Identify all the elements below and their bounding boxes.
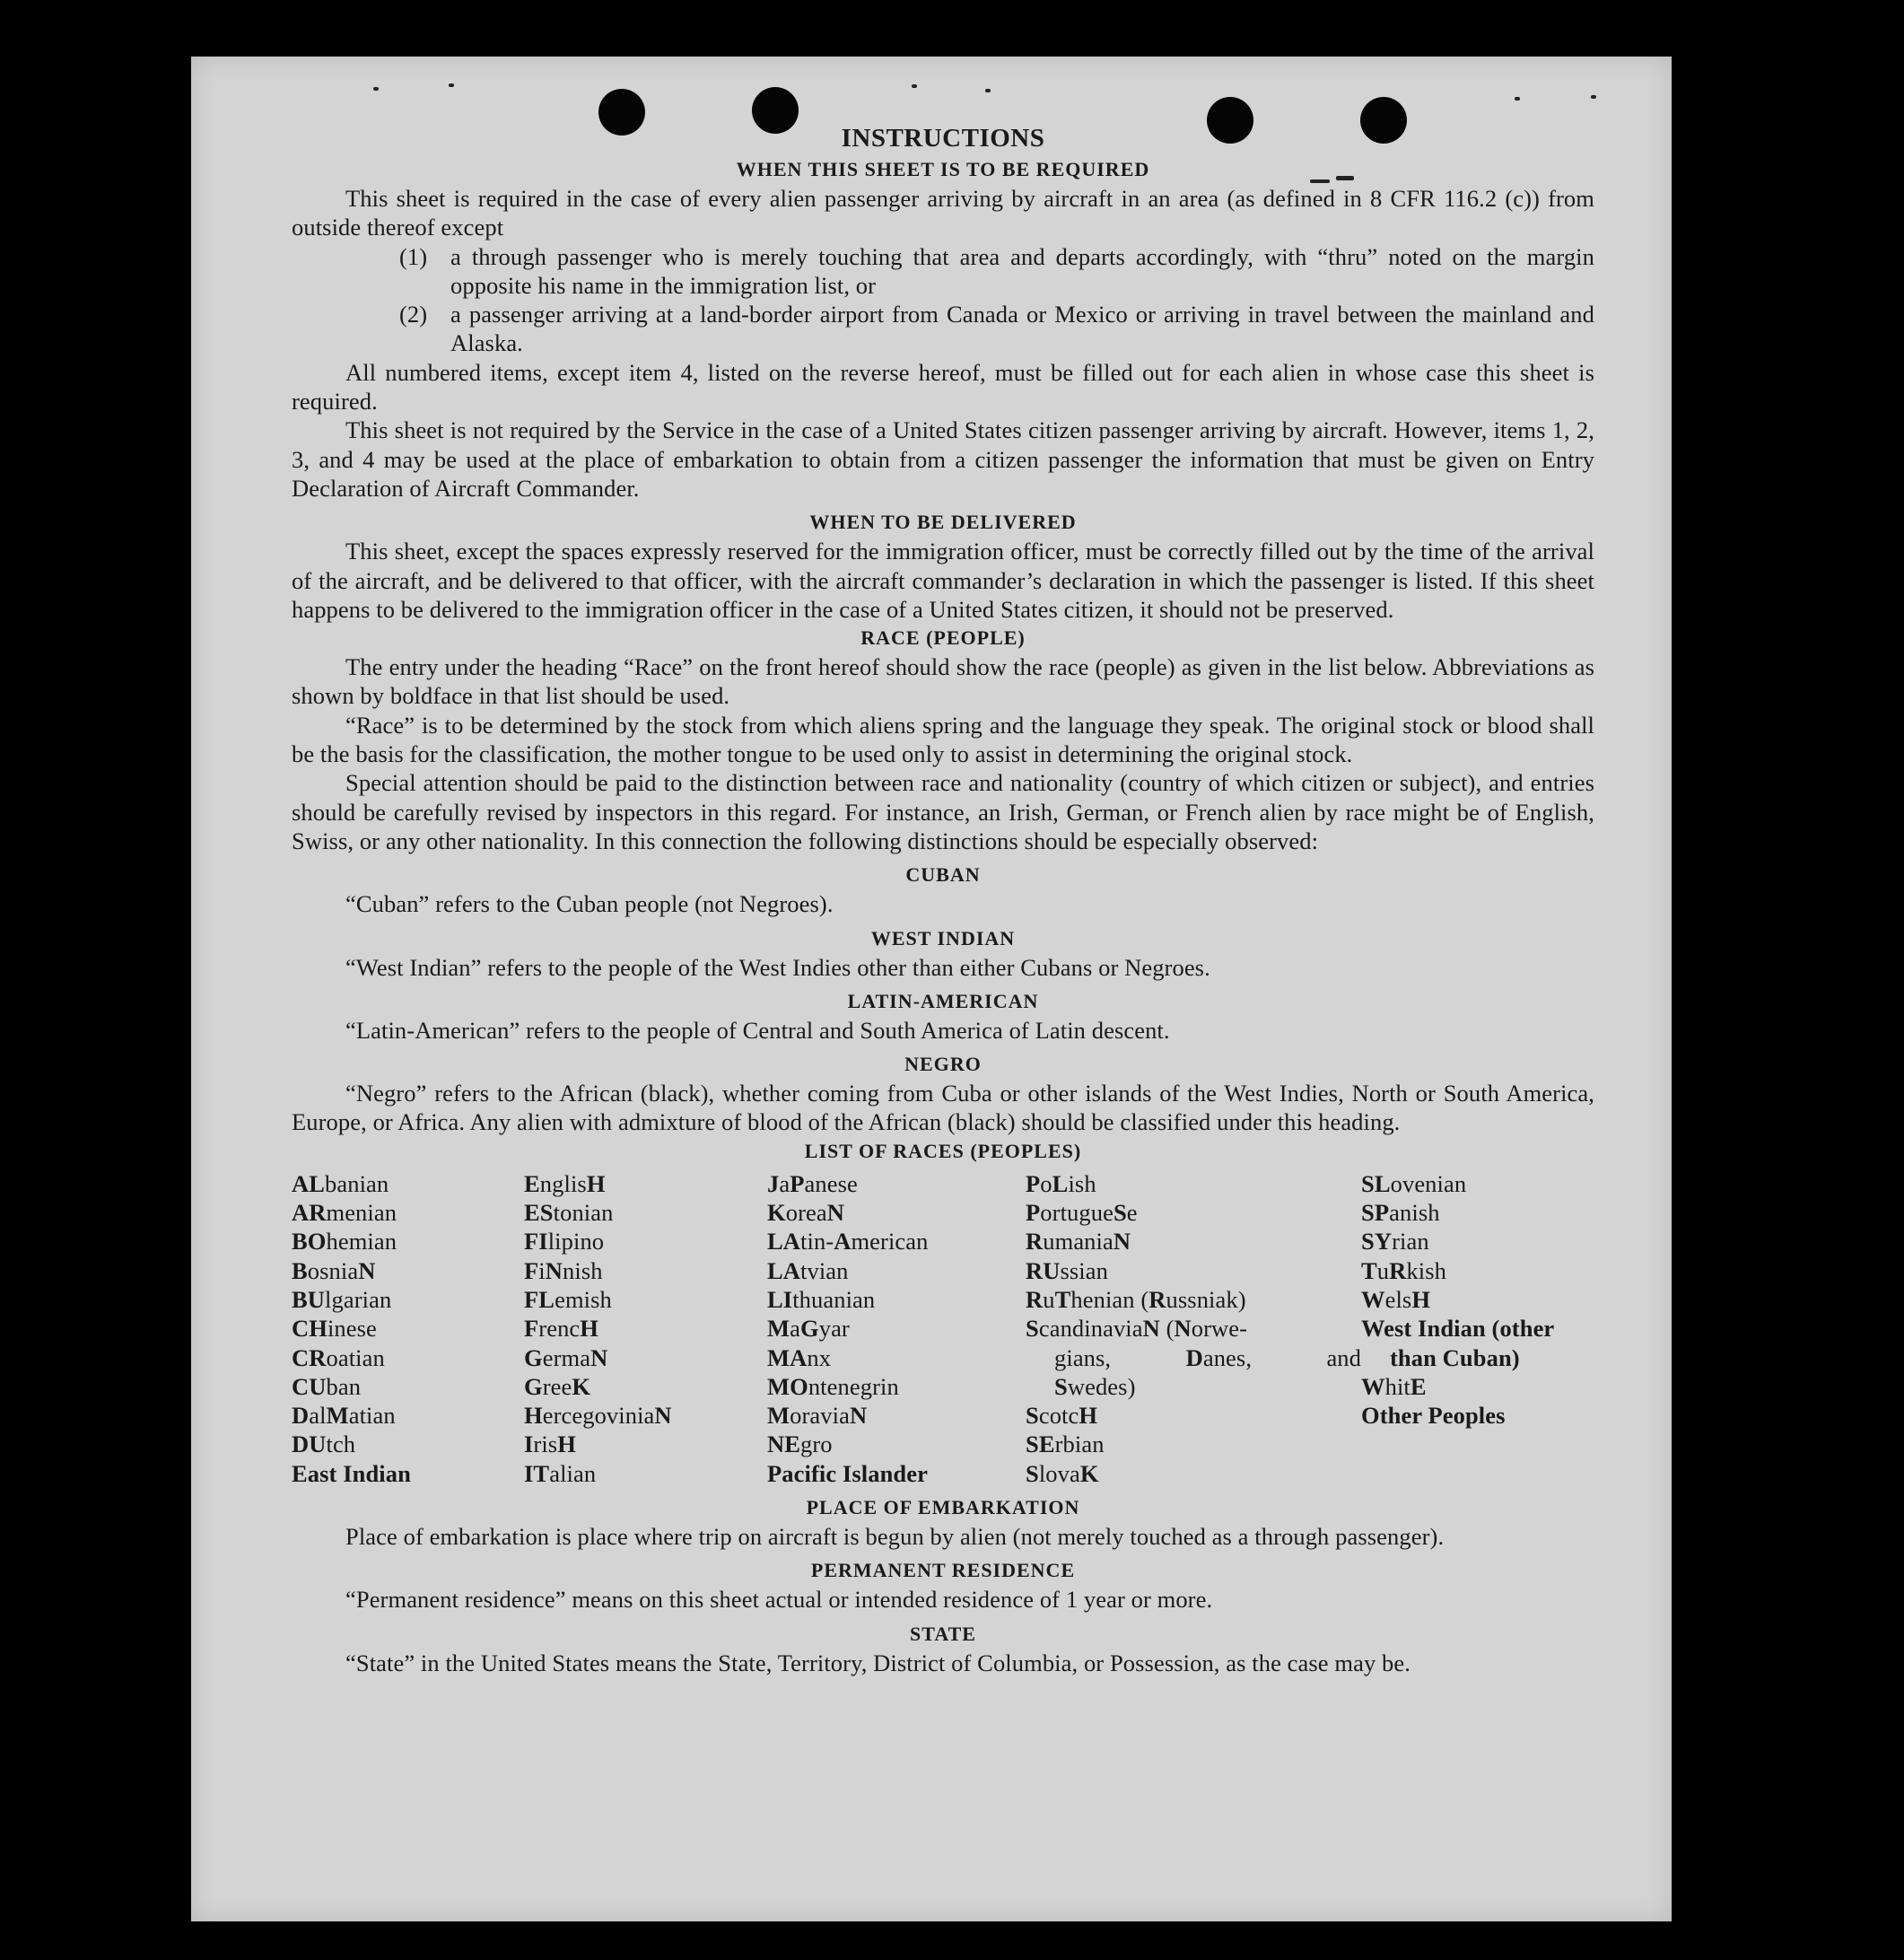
race-entry: NEgro <box>767 1431 833 1458</box>
document-body <box>292 121 1594 1677</box>
exception-item-2 <box>399 300 1594 358</box>
race-entry: SErbian <box>1026 1431 1105 1458</box>
race-entry: GermaN <box>524 1343 608 1371</box>
paragraph-negro: “Negro” refers to the African (black), whether coming from Cuba or other islands of the West Indies, North or South America, Europe, or Africa. Any alien with admixture of blood of the African (black) should be classified under this heading. <box>292 1080 1594 1136</box>
race-entry: WhitE <box>1361 1372 1427 1400</box>
race-entry: FLemish <box>524 1285 612 1313</box>
section-heading-state: STATE <box>910 1622 976 1645</box>
race-entry: WelsH <box>1361 1285 1431 1313</box>
paragraph-west-indian: “West Indian” refers to the people of the West Indies other than either Cubans or Negroes. <box>345 953 1210 981</box>
section-heading-negro: NEGRO <box>904 1053 982 1076</box>
race-entry: SYrian <box>1361 1228 1429 1256</box>
race-entry: than Cuban) <box>1390 1343 1520 1371</box>
race-entry: LIthuanian <box>767 1285 876 1313</box>
race-entry: CHinese <box>292 1315 377 1343</box>
race-column <box>292 1169 524 1488</box>
item-text: a passenger arriving at a land-border airport from Canada or Mexico or arriving in travel between the mainland and Alaska. <box>450 301 1594 357</box>
race-entry: West Indian (other <box>1361 1315 1555 1343</box>
paragraph-state: “State” in the United States means the State, Territory, District of Columbia, or Possession, as the case may be. <box>345 1649 1411 1676</box>
speck <box>449 83 454 87</box>
race-entry: MoraviaN <box>767 1402 868 1430</box>
section-heading-list-of-races: LIST OF RACES (PEOPLES) <box>804 1139 1082 1162</box>
section-heading-when-delivered: WHEN TO BE DELIVERED <box>809 511 1077 534</box>
race-entry: MAnx <box>767 1343 832 1371</box>
race-entry: BosniaN <box>292 1256 376 1284</box>
race-entry: FIlipino <box>524 1228 605 1256</box>
race-entry: ALbanian <box>292 1169 389 1197</box>
race-entry: East Indian <box>292 1459 411 1487</box>
race-entry: DalMatian <box>292 1402 396 1430</box>
speck <box>1515 97 1520 101</box>
race-entry: RumaniaN <box>1026 1228 1131 1256</box>
paragraph-race-1: The entry under the heading “Race” on the front hereof should show the race (people) as given in the list below. Abbreviations as shown by boldface in that list should be used. <box>292 653 1594 710</box>
paragraph-latin-american: “Latin-American” refers to the people of Central and South America of Latin descent. <box>345 1016 1170 1044</box>
race-entry: JaPanese <box>767 1169 858 1197</box>
paragraph-numbered-items: All numbered items, except item 4, listed on the reverse hereof, must be filled out for each alien in whose case this sheet is required. <box>292 358 1594 416</box>
race-entry: MaGyar <box>767 1315 850 1343</box>
paragraph-race-2: “Race” is to be determined by the stock from which aliens spring and the language they speak. The original stock or blood shall be the basis for the classification, the mother tongue to be used only to assist in determining the original stock. <box>292 711 1594 768</box>
race-column <box>1361 1169 1594 1488</box>
race-entry: KoreaN <box>767 1199 844 1227</box>
item-text: a through passenger who is merely touching that area and departs accordingly, with “thru” noted on the margin opposite his name in the immigration list, or <box>450 242 1594 299</box>
paragraph-residence: “Permanent residence” means on this sheet actual or intended residence of 1 year or more. <box>345 1586 1213 1614</box>
race-entry: MOntenegrin <box>767 1372 899 1400</box>
race-entry: gians, Danes, and <box>1054 1343 1362 1371</box>
race-entry: ITalian <box>524 1459 597 1487</box>
section-heading-cuban: CUBAN <box>905 863 981 887</box>
race-entry: TuRkish <box>1361 1256 1446 1284</box>
race-entry: CUban <box>292 1372 362 1400</box>
section-heading-latin-american: LATIN-AMERICAN <box>847 989 1039 1012</box>
race-entry: DUtch <box>292 1431 356 1458</box>
paragraph-required-intro: This sheet is required in the case of every alien passenger arriving by aircraft in an area (as defined in 8 CFR 116.2 (c)) from outside thereof except <box>292 185 1594 241</box>
exception-item-1 <box>399 242 1594 301</box>
race-entry: SlovaK <box>1026 1459 1099 1487</box>
item-number: (2) <box>399 301 428 328</box>
speck <box>1591 95 1596 99</box>
race-entry: EnglisH <box>524 1169 606 1197</box>
race-entry: GreeK <box>524 1372 591 1400</box>
race-entry: PoLish <box>1026 1169 1096 1197</box>
race-entry: FrencH <box>524 1315 599 1343</box>
race-entry: PortugueSe <box>1026 1199 1138 1227</box>
race-entry: EStonian <box>524 1199 614 1227</box>
document-sheet <box>191 57 1672 1921</box>
race-entry: BUlgarian <box>292 1285 392 1313</box>
race-entry: LAtin-American <box>767 1228 929 1256</box>
race-entry: ARmenian <box>292 1199 397 1227</box>
race-entry: ScandinaviaN (Norwe- <box>1026 1315 1248 1343</box>
section-heading-when-required: WHEN THIS SHEET IS TO BE REQUIRED <box>736 158 1150 180</box>
speck <box>985 89 991 92</box>
race-entry: HercegoviniaN <box>524 1402 672 1430</box>
race-entry: SPanish <box>1361 1199 1440 1227</box>
race-entry: SLovenian <box>1361 1169 1467 1197</box>
item-number: (1) <box>399 242 428 270</box>
paragraph-cuban: “Cuban” refers to the Cuban people (not Negroes). <box>345 890 834 918</box>
speck <box>912 84 917 88</box>
race-entry: BOhemian <box>292 1228 397 1256</box>
paragraph-citizen: This sheet is not required by the Service in the case of a United States citizen passenger arriving by aircraft. However, items 1, 2, 3, and 4 may be used at the place of embarkation to obtain from a citizen passenger the information that must be given on Entry Declaration of Aircraft Commander. <box>292 416 1594 502</box>
speck <box>373 87 379 91</box>
race-entry: CRoatian <box>292 1343 385 1371</box>
paragraph-delivery: This sheet, except the spaces expressly reserved for the immigration officer, must be correctly filled out by the time of the arrival of the aircraft, and be delivered to that officer, with the aircraft commander’s declaration in which the passenger is listed. If this sheet happens to be delivered to the immigration officer in the case of a United States citizen, it should not be preserved. <box>292 538 1594 623</box>
race-column <box>1026 1169 1361 1488</box>
race-entry: LAtvian <box>767 1256 849 1284</box>
section-heading-residence: PERMANENT RESIDENCE <box>810 1559 1076 1582</box>
race-entry: Pacific Islander <box>767 1459 928 1487</box>
race-entry: IrisH <box>524 1431 576 1458</box>
race-entry: RuThenian (Russniak) <box>1026 1285 1246 1313</box>
page-title: INSTRUCTIONS <box>841 124 1045 153</box>
section-heading-west-indian: WEST INDIAN <box>870 926 1016 949</box>
race-column <box>767 1169 1026 1488</box>
race-entry: Other Peoples <box>1361 1402 1506 1430</box>
race-entry: FiNnish <box>524 1256 603 1284</box>
race-entry: ScotcH <box>1026 1402 1098 1430</box>
race-list <box>292 1169 1594 1488</box>
race-column <box>524 1169 767 1488</box>
race-entry: Swedes) <box>1054 1372 1136 1400</box>
paragraph-race-3: Special attention should be paid to the distinction between race and nationality (country of which citizen or subject), and entries should be carefully revised by inspectors in this regard. For instance, an Irish, German, or French alien by race might be of English, Swiss, or any other nationality. In this connection the following distinctions should be especially observed: <box>292 769 1594 854</box>
section-heading-embarkation: PLACE OF EMBARKATION <box>806 1495 1080 1518</box>
paragraph-embarkation: Place of embarkation is place where trip on aircraft is begun by alien (not merely touched as a through passenger). <box>345 1522 1445 1550</box>
race-entry: RUssian <box>1026 1256 1108 1284</box>
section-heading-race: RACE (PEOPLE) <box>860 626 1026 650</box>
